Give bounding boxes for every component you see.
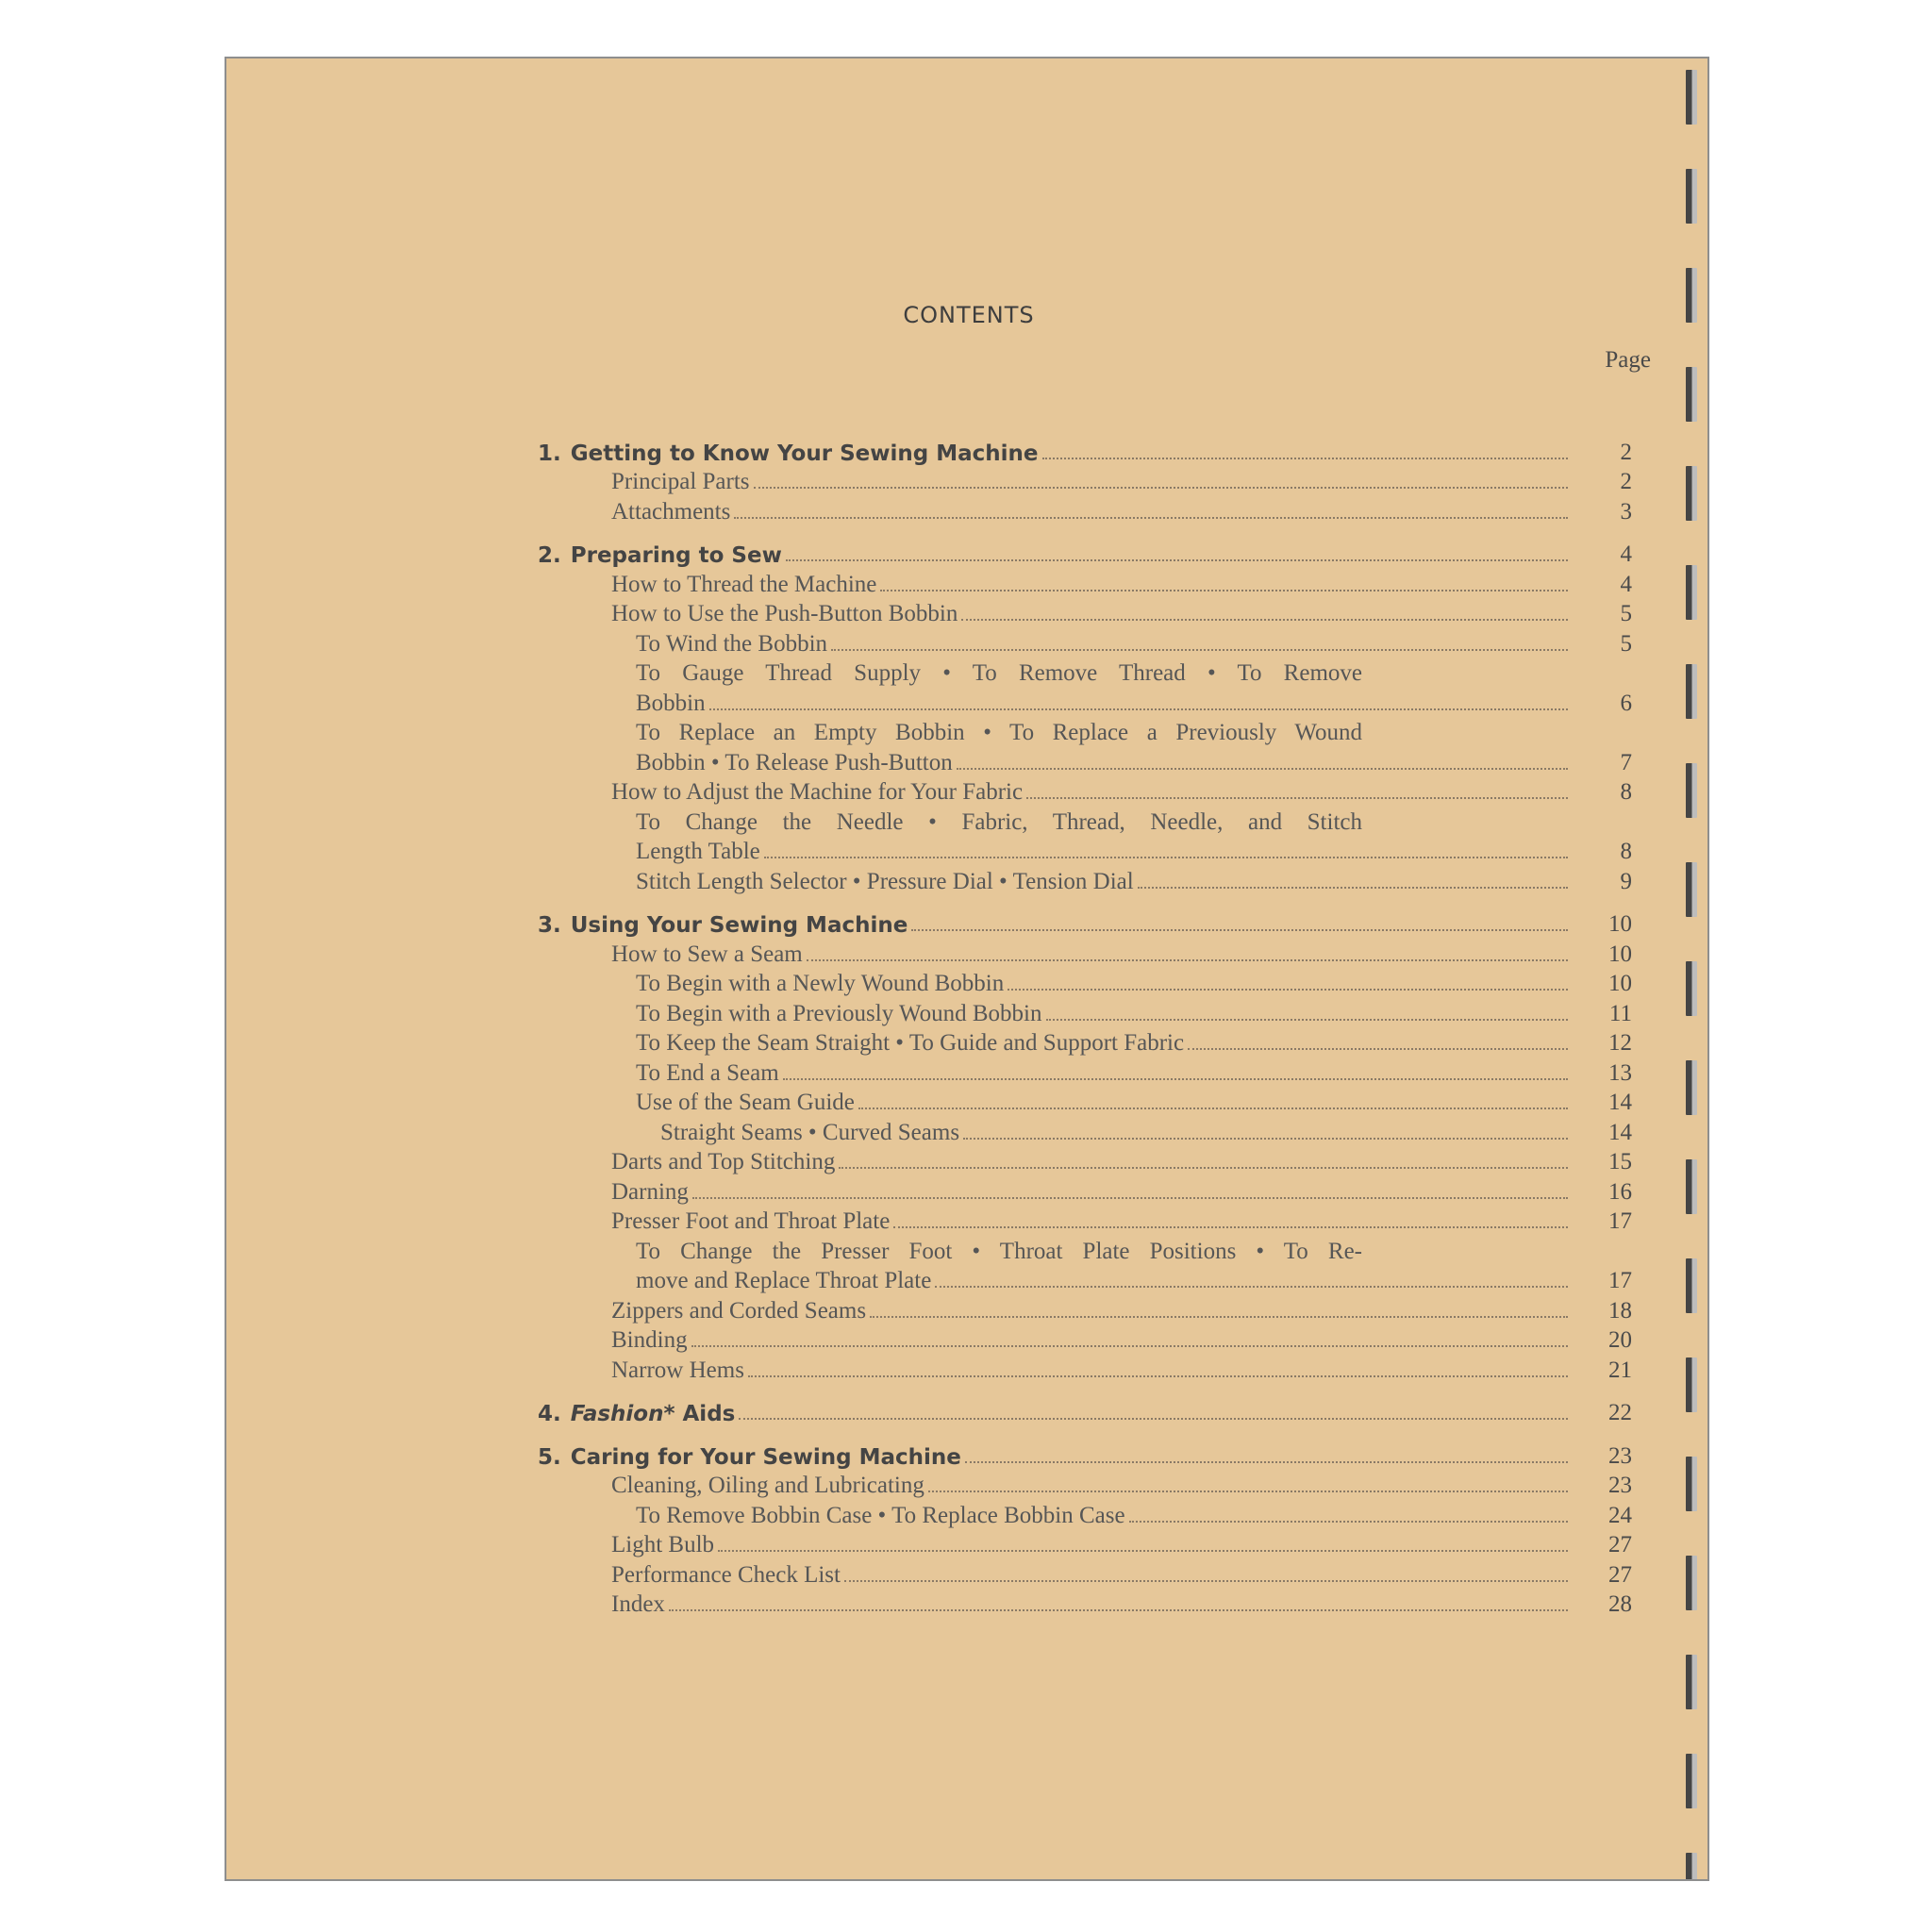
toc-entry-row — [538, 1087, 1632, 1117]
entry-text: Stitch Length Selector • Pressure Dial • Tension Dial — [636, 868, 1134, 894]
toc-entry-row — [538, 746, 1632, 776]
entry-text: Darning — [611, 1178, 689, 1205]
toc-entry-title — [611, 1298, 866, 1324]
page-number: 12 — [1608, 1030, 1632, 1056]
toc-section-row — [538, 539, 1632, 569]
toc-entry-title — [636, 1001, 1042, 1027]
page-number: 8 — [1620, 779, 1632, 805]
toc-entry-row — [538, 1324, 1632, 1355]
toc-entry-row — [538, 1265, 1632, 1295]
table-of-contents — [538, 436, 1632, 1618]
page-number: 14 — [1608, 1090, 1632, 1115]
entry-text: Aids — [675, 1402, 736, 1426]
page-number: 17 — [1608, 1268, 1632, 1293]
toc-entry-title — [636, 1030, 1184, 1057]
binding-hole — [1686, 1258, 1697, 1313]
dot-leader — [844, 1580, 1568, 1582]
toc-entry-title — [611, 1532, 714, 1558]
toc-entry-title — [611, 941, 803, 968]
page-number: 20 — [1608, 1327, 1632, 1353]
binding-hole — [1686, 1655, 1697, 1709]
binding-hole — [1686, 1556, 1697, 1610]
toc-entry-title — [636, 631, 827, 658]
entry-text: Bobbin • To Release Push-Button — [636, 749, 953, 775]
dot-leader — [786, 559, 1568, 561]
entry-text: To Begin with a Previously Wound Bobbin — [636, 1000, 1042, 1026]
binding-hole — [1686, 169, 1697, 224]
toc-entry-title — [611, 1591, 665, 1618]
dot-leader — [718, 1550, 1568, 1552]
toc-entry-title — [636, 869, 1134, 895]
page-number: 23 — [1608, 1442, 1632, 1469]
page-number: 10 — [1608, 911, 1632, 937]
toc-entry-row — [538, 865, 1632, 895]
toc-entry-row — [538, 598, 1632, 628]
dot-leader — [807, 959, 1568, 961]
dot-leader — [754, 487, 1568, 489]
page-number: 28 — [1608, 1591, 1632, 1617]
toc-entry-row — [538, 717, 1632, 747]
dot-leader — [691, 1345, 1568, 1347]
entry-text: To Keep the Seam Straight • To Guide and Support Fabric — [636, 1030, 1185, 1056]
toc-entry-row — [538, 658, 1632, 688]
entry-text: How to Sew a Seam — [611, 941, 803, 967]
dot-leader — [965, 1461, 1568, 1463]
toc-section-title — [538, 543, 782, 568]
dot-leader — [935, 1286, 1568, 1288]
dot-leader — [669, 1609, 1568, 1611]
entry-text: Bobbin — [636, 690, 706, 716]
binding-hole — [1686, 367, 1697, 422]
entry-text: Attachments — [611, 498, 731, 525]
page-number: 10 — [1608, 971, 1632, 996]
page-number: 21 — [1608, 1357, 1632, 1383]
page-number: 6 — [1620, 690, 1632, 716]
dot-leader — [1188, 1048, 1568, 1050]
page-number: 11 — [1608, 1000, 1632, 1026]
page-number: 24 — [1608, 1502, 1632, 1528]
binding-hole — [1686, 70, 1697, 125]
dot-leader — [1138, 887, 1568, 889]
toc-entry-row — [538, 776, 1632, 807]
dot-leader — [961, 619, 1568, 621]
section-number: 4. — [538, 1402, 561, 1426]
entry-text: Using Your Sewing Machine — [570, 913, 908, 938]
toc-entry-title — [636, 809, 1362, 836]
entry-text: Principal Parts — [611, 469, 750, 494]
binding-hole — [1686, 565, 1697, 620]
toc-section-row — [538, 908, 1632, 939]
dot-leader — [1129, 1521, 1568, 1523]
dot-leader — [963, 1138, 1568, 1140]
entry-text: To End a Seam — [636, 1059, 779, 1086]
toc-entry-title — [611, 1473, 924, 1499]
entry-text: How to Adjust the Machine for Your Fabric — [611, 779, 1024, 805]
entry-text: How to Thread the Machine — [611, 571, 877, 597]
toc-entry-title — [611, 779, 1023, 806]
page-number: 7 — [1620, 749, 1632, 775]
dot-leader — [839, 1167, 1568, 1169]
binding-hole — [1686, 1853, 1697, 1881]
entry-text: Length Table — [636, 839, 760, 864]
page-number: 13 — [1608, 1059, 1632, 1086]
toc-entry-title — [660, 1120, 959, 1146]
toc-entry-row — [538, 1146, 1632, 1176]
document-page — [225, 57, 1709, 1881]
page-number: 18 — [1608, 1297, 1632, 1324]
section-number: 5. — [538, 1444, 561, 1470]
toc-entry-row — [538, 1499, 1632, 1529]
toc-section-row — [538, 1397, 1632, 1427]
section-number: 3. — [538, 913, 561, 938]
page-number: 3 — [1620, 498, 1632, 525]
page-number: 27 — [1608, 1532, 1632, 1557]
toc-entry-row — [538, 1235, 1632, 1265]
toc-entry-row — [538, 1027, 1632, 1058]
toc-entry-title — [636, 839, 760, 865]
dot-leader — [831, 649, 1568, 651]
toc-entry-title — [636, 750, 953, 776]
page-number: 14 — [1608, 1119, 1632, 1145]
toc-entry-title — [636, 660, 1362, 687]
page-number: 8 — [1620, 839, 1632, 864]
entry-text: Light Bulb — [611, 1532, 715, 1557]
contents-heading: CONTENTS — [903, 302, 1035, 328]
binding-hole — [1686, 1754, 1697, 1808]
brand-word: Fashion* — [570, 1402, 675, 1426]
page-number: 27 — [1608, 1561, 1632, 1588]
toc-entry-title — [636, 1239, 1362, 1265]
toc-entry-row — [538, 836, 1632, 866]
dot-leader — [858, 1108, 1568, 1109]
toc-section-title — [538, 441, 1039, 466]
toc-entry-row — [538, 1558, 1632, 1589]
dot-leader — [880, 590, 1568, 591]
toc-entry-row — [538, 1529, 1632, 1559]
toc-entry-title — [636, 1503, 1125, 1529]
binding-hole — [1686, 763, 1697, 818]
page-number: 23 — [1608, 1473, 1632, 1498]
toc-entry-row — [538, 687, 1632, 717]
toc-entry-row — [538, 938, 1632, 968]
page-number: 2 — [1620, 439, 1632, 465]
entry-text: To Change the Presser Foot • Throat Plate Positions • To Re- — [636, 1238, 1362, 1264]
entry-text: To Replace an Empty Bobbin • To Replace a Previously Wound — [636, 720, 1362, 745]
entry-text: Performance Check List — [611, 1561, 841, 1588]
binding-hole — [1686, 1457, 1697, 1511]
page-number: 2 — [1620, 469, 1632, 494]
entry-text: Cleaning, Oiling and Lubricating — [611, 1473, 924, 1498]
dot-leader — [1042, 458, 1569, 459]
section-number: 1. — [538, 441, 561, 466]
toc-entry-row — [538, 568, 1632, 598]
toc-section-row — [538, 1440, 1632, 1470]
toc-entry-row — [538, 466, 1632, 496]
toc-entry-row — [538, 495, 1632, 525]
toc-entry-title — [611, 572, 876, 598]
entry-text: Index — [611, 1591, 665, 1617]
dot-leader — [692, 1197, 1568, 1199]
dot-leader — [893, 1226, 1568, 1228]
entry-text: Preparing to Sew — [570, 543, 782, 568]
entry-text: To Begin with a Newly Wound Bobbin — [636, 971, 1005, 996]
page-number: 17 — [1608, 1208, 1632, 1234]
page-number: 4 — [1620, 541, 1632, 567]
toc-entry-row — [538, 968, 1632, 998]
page-column-label: Page — [1605, 347, 1651, 373]
dot-leader — [734, 517, 1568, 519]
toc-entry-title — [636, 1060, 779, 1087]
entry-text: Caring for Your Sewing Machine — [570, 1444, 961, 1470]
dot-leader — [709, 708, 1568, 710]
entry-text: Narrow Hems — [611, 1357, 744, 1383]
dot-leader — [870, 1316, 1568, 1318]
toc-entry-row — [538, 806, 1632, 836]
page-number: 9 — [1620, 868, 1632, 894]
toc-entry-row — [538, 1206, 1632, 1236]
section-number: 2. — [538, 543, 561, 568]
toc-entry-title — [611, 1179, 689, 1206]
entry-text: Binding — [611, 1327, 688, 1353]
toc-entry-row — [538, 627, 1632, 658]
toc-entry-row — [538, 997, 1632, 1027]
entry-text: Presser Foot and Throat Plate — [611, 1208, 891, 1234]
toc-entry-row — [538, 1294, 1632, 1324]
entry-text: To Gauge Thread Supply • To Remove Thread • To Remove — [636, 660, 1362, 686]
toc-entry-title — [611, 499, 730, 525]
toc-entry-title — [611, 1562, 841, 1589]
dot-leader — [957, 768, 1568, 770]
dot-leader — [764, 857, 1568, 858]
page-number: 16 — [1608, 1178, 1632, 1205]
toc-entry-row — [538, 1175, 1632, 1206]
dot-leader — [1008, 989, 1568, 991]
binding-holes — [1676, 58, 1705, 1879]
dot-leader — [748, 1375, 1568, 1377]
dot-leader — [1046, 1019, 1569, 1021]
dot-leader — [1026, 797, 1568, 799]
entry-text: move and Replace Throat Plate — [636, 1268, 932, 1293]
dot-leader — [783, 1078, 1568, 1080]
toc-entry-row — [538, 1116, 1632, 1146]
toc-entry-title — [611, 601, 958, 627]
toc-entry-title — [611, 1327, 688, 1354]
toc-entry-title — [611, 469, 750, 495]
entry-text: To Wind the Bobbin — [636, 630, 828, 657]
binding-hole — [1686, 1357, 1697, 1412]
page-number: 5 — [1620, 630, 1632, 657]
page-number: 5 — [1620, 601, 1632, 626]
binding-hole — [1686, 466, 1697, 521]
toc-entry-title — [611, 1208, 890, 1235]
toc-section-row — [538, 436, 1632, 466]
entry-text: Use of the Seam Guide — [636, 1090, 855, 1115]
binding-hole — [1686, 1159, 1697, 1214]
page-number: 10 — [1608, 941, 1632, 967]
entry-text: Zippers and Corded Seams — [611, 1297, 867, 1324]
entry-text: To Change the Needle • Fabric, Thread, Needle, and Stitch — [636, 808, 1362, 835]
toc-entry-title — [636, 691, 706, 717]
binding-hole — [1686, 862, 1697, 917]
entry-text: To Remove Bobbin Case • To Replace Bobbin Case — [636, 1502, 1125, 1528]
entry-text: Darts and Top Stitching — [611, 1149, 836, 1174]
page-number: 4 — [1620, 571, 1632, 597]
toc-entry-title — [636, 1268, 931, 1294]
toc-section-title — [538, 1445, 961, 1470]
toc-entry-title — [611, 1149, 835, 1175]
binding-hole — [1686, 1060, 1697, 1115]
dot-leader — [739, 1418, 1568, 1420]
toc-entry-row — [538, 1057, 1632, 1087]
dot-leader — [911, 929, 1568, 931]
toc-entry-row — [538, 1589, 1632, 1619]
entry-text: Straight Seams • Curved Seams — [660, 1119, 960, 1145]
page-number: 22 — [1608, 1400, 1632, 1425]
toc-entry-title — [636, 1090, 855, 1116]
dot-leader — [928, 1491, 1568, 1492]
toc-entry-title — [636, 971, 1004, 997]
toc-entry-title — [636, 720, 1362, 746]
entry-text: How to Use the Push-Button Bobbin — [611, 601, 958, 626]
toc-entry-row — [538, 1354, 1632, 1384]
binding-hole — [1686, 664, 1697, 719]
entry-text: Getting to Know Your Sewing Machine — [570, 441, 1039, 466]
page-number: 15 — [1608, 1149, 1632, 1174]
toc-section-title — [538, 913, 908, 938]
toc-section-title — [538, 1402, 735, 1426]
toc-entry-title — [611, 1357, 744, 1384]
toc-entry-row — [538, 1470, 1632, 1500]
binding-hole — [1686, 961, 1697, 1016]
